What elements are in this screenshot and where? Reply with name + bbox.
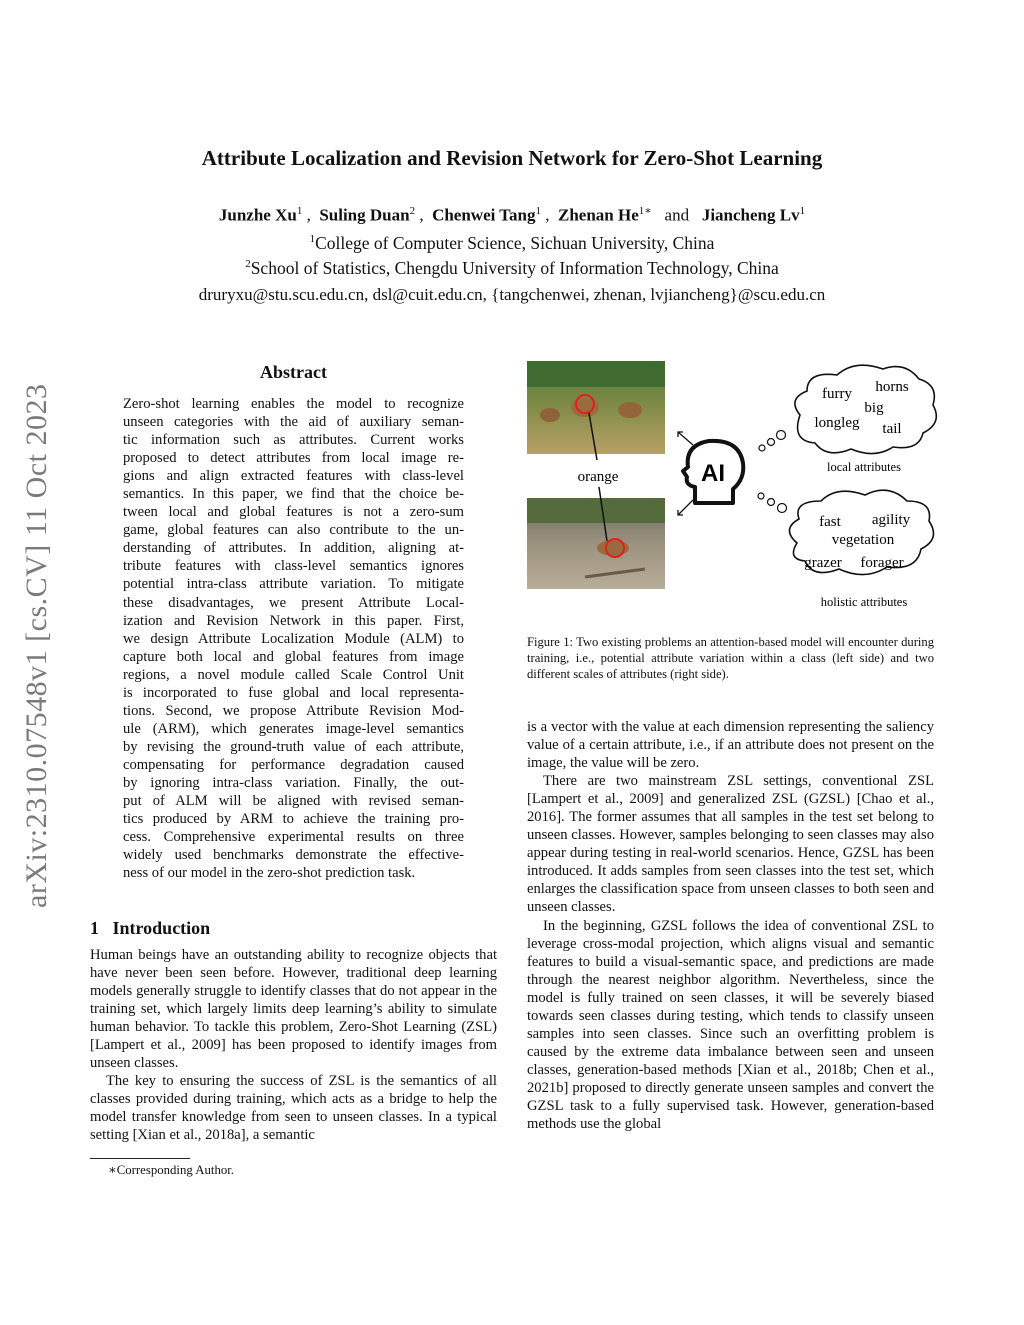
- abstract-line: ule (ARM), which generates image-level semantics: [123, 720, 464, 737]
- author-sup: 2: [409, 205, 416, 217]
- photo-antelope-ground: [527, 498, 665, 589]
- author-name: Junzhe Xu: [218, 205, 297, 225]
- author-name: Zhenan He: [558, 205, 639, 225]
- abstract-line: semantics. In this paper, we find that the choice be-: [123, 486, 464, 503]
- label-holistic-attributes: holistic attributes: [820, 595, 908, 609]
- paragraph: The key to ensuring the success of ZSL is the semantics of all classes provided during training, which acts as a bridge to help the model transfer knowledge from seen to unseen classes. In a typical setting [Xian et al., 2018a], a semantic: [90, 1073, 497, 1144]
- abstract-line: by revising the ground-truth value of each attribute,: [123, 738, 464, 755]
- abstract-line: tions. Second, we propose Attribute Revision Mod-: [123, 702, 464, 719]
- author-list: Junzhe Xu$^1$ , Suling Duan$^2$ , Chenwei Tang$^1$ , Zhenan $He^{1∗}$ and Jiancheng Lv$^1$: [218, 205, 806, 225]
- aff-sup: 1: [309, 233, 316, 246]
- photo-deer-grass: [527, 361, 665, 454]
- paragraph: is a vector with the value at each dimension representing the saliency value of a certain attribute, i.e., if an attribute does not present on the image, the value will be zero.: [527, 719, 934, 772]
- footnote-rule: [90, 1158, 190, 1159]
- affiliation: [0, 233, 1024, 254]
- abstract-line: derstanding of attributes. In addition, aligning at-: [123, 540, 464, 557]
- attr-label: agility: [871, 512, 911, 528]
- abstract-line: capture both local and global features from image: [123, 648, 464, 665]
- attr-label: longleg: [814, 415, 860, 431]
- label-orange: orange: [577, 469, 619, 485]
- aff-sup: 2: [245, 258, 251, 271]
- abstract-line: tics produced by ARM to achieve the training pro-: [123, 811, 464, 828]
- author-name: Suling Duan: [319, 205, 410, 225]
- paper-title: Attribute Localization and Revision Network for Zero-Shot Learning: [201, 146, 823, 170]
- intro-body: [90, 946, 497, 1145]
- abstract-line: we design Attribute Localization Module (ALM) to: [123, 630, 464, 647]
- figure-1: [525, 355, 945, 625]
- footnote: ∗Corresponding Author.: [108, 1163, 235, 1177]
- abstract-line: game, global features can also contribute to the un-: [123, 522, 464, 539]
- attr-label: furry: [822, 386, 852, 402]
- author-name: Jiancheng Lv: [701, 205, 800, 225]
- label-local-attributes: local attributes: [827, 460, 901, 474]
- attr-label: horns: [875, 379, 909, 395]
- abstract-line: ization and Revision Network in this paper. First,: [123, 612, 464, 629]
- abstract-line: Zero-shot learning enables the model to recognize: [123, 396, 464, 412]
- cloud-local: [795, 365, 936, 453]
- section-title: Introduction: [112, 918, 211, 938]
- attr-label: big: [864, 400, 884, 416]
- authors-and: and: [664, 205, 690, 225]
- author-emails: druryxu@stu.scu.edu.cn, dsl@cuit.edu.cn, {tangchenwei, zhenan, lvjiancheng}@scu.edu.cn: [198, 285, 826, 304]
- ai-head-icon: [683, 441, 743, 503]
- thought-dots: [758, 431, 787, 513]
- attr-label: grazer: [804, 555, 842, 571]
- abstract-line: put of ALM will be aligned with revised seman-: [123, 793, 464, 810]
- figure-caption: Figure 1: Two existing problems an attention-based model will encounter during training, i.e., potential attribute variation within a class (left side) and two different scales of attributes (right side).: [527, 635, 934, 681]
- author-sup: 1: [296, 205, 303, 217]
- author-sup: 1∗: [638, 205, 652, 217]
- attr-label: forager: [860, 555, 904, 571]
- section-heading: [90, 918, 210, 939]
- section-number: 1: [90, 918, 99, 938]
- abstract-line: by ignoring intra-class variation. Finally, the out-: [123, 774, 464, 791]
- abstract-line: these disadvantages, we present Attribute Local-: [123, 594, 464, 611]
- paragraph: Human beings have an outstanding ability to recognize objects that have never been seen before. However, traditional deep learning models generally struggle to identify classes that do not appear in the training set, which largely limits deep learning’s ability to simulate human behavior. To tackle this problem, Zero-Shot Learning (ZSL) [Lampert et al., 2009] has been proposed to identify images from unseen classes.: [90, 947, 497, 1072]
- abstract-line: proposed to detect attributes from local image re-: [123, 450, 464, 467]
- attr-label: vegetation: [831, 532, 895, 548]
- right-column-body: [527, 718, 934, 1133]
- attr-label: fast: [819, 514, 841, 530]
- attr-label: tail: [882, 421, 902, 437]
- affiliation: [0, 258, 1024, 279]
- cloud-holistic: [789, 490, 933, 574]
- aff-text: School of Statistics, Chengdu University of Information Technology, China: [250, 258, 779, 278]
- author-name: Chenwei Tang: [432, 205, 536, 225]
- abstract-line: compensating for performance degradation caused: [123, 756, 464, 773]
- abstract-heading: Abstract: [260, 362, 327, 382]
- aff-text: College of Computer Science, Sichuan University, China: [315, 233, 715, 253]
- ai-text: AI: [701, 460, 725, 487]
- abstract-line: tic information such as attributes. Current works: [123, 432, 464, 449]
- abstract-line: cess. Comprehensive experimental results on three: [123, 829, 464, 846]
- abstract-line: potential intra-class attribute variation. To mitigate: [123, 576, 464, 593]
- author-sup: 1: [535, 205, 542, 217]
- author-sup: 1: [799, 205, 806, 217]
- abstract-line: unseen categories with the aid of auxiliary seman-: [123, 414, 464, 431]
- abstract-line: tween local and global features is not a zero-sum: [123, 504, 464, 521]
- abstract-line: regions, a novel module called Scale Control Unit: [123, 666, 464, 683]
- abstract-line: gions and align extracted features with class-level: [123, 468, 464, 485]
- abstract-line: widely used benchmarks demonstrate the effective-: [123, 847, 464, 864]
- abstract-line: tribute features with class-level semantics ignores: [123, 558, 464, 575]
- abstract-body: [123, 395, 464, 882]
- paragraph: There are two mainstream ZSL settings, conventional ZSL [Lampert et al., 2009] and generalized ZSL (GZSL) [Chao et al., 2016]. The former assumes that all samples in the test set belong to unseen classes. However, samples belonging to seen classes may also appear during testing in real-world scenarios. Hence, GZSL has been introduced. It adds samples from seen classes into the test set, which enlarges the classification space from unseen classes to both seen and unseen classes.: [527, 773, 934, 916]
- abstract-line: ness of our model in the zero-shot prediction task.: [123, 865, 416, 882]
- paragraph: In the beginning, GZSL follows the idea of conventional ZSL to leverage cross-modal projection, which aligns visual and semantic features to build a visual-semantic space, and predictions are made through the nearest neighbor algorithm. Nevertheless, since the model is fully trained on seen classes, it will be severely biased towards seen classes during testing, which tends to classify unseen samples into seen classes. Since such an overfitting problem is caused by the extreme data imbalance between seen and unseen classes, generation-based methods [Xian et al., 2018b; Chen et al., 2021b] proposed to directly generate unseen samples and convert the GZSL task to a fully supervised task. However, generation-based methods use the global: [527, 917, 934, 1133]
- abstract-line: is incorporated to fuse global and local representa-: [123, 684, 464, 701]
- arxiv-stamp: arXiv:2310.07548v1 [cs.CV] 11 Oct 2023: [20, 383, 53, 908]
